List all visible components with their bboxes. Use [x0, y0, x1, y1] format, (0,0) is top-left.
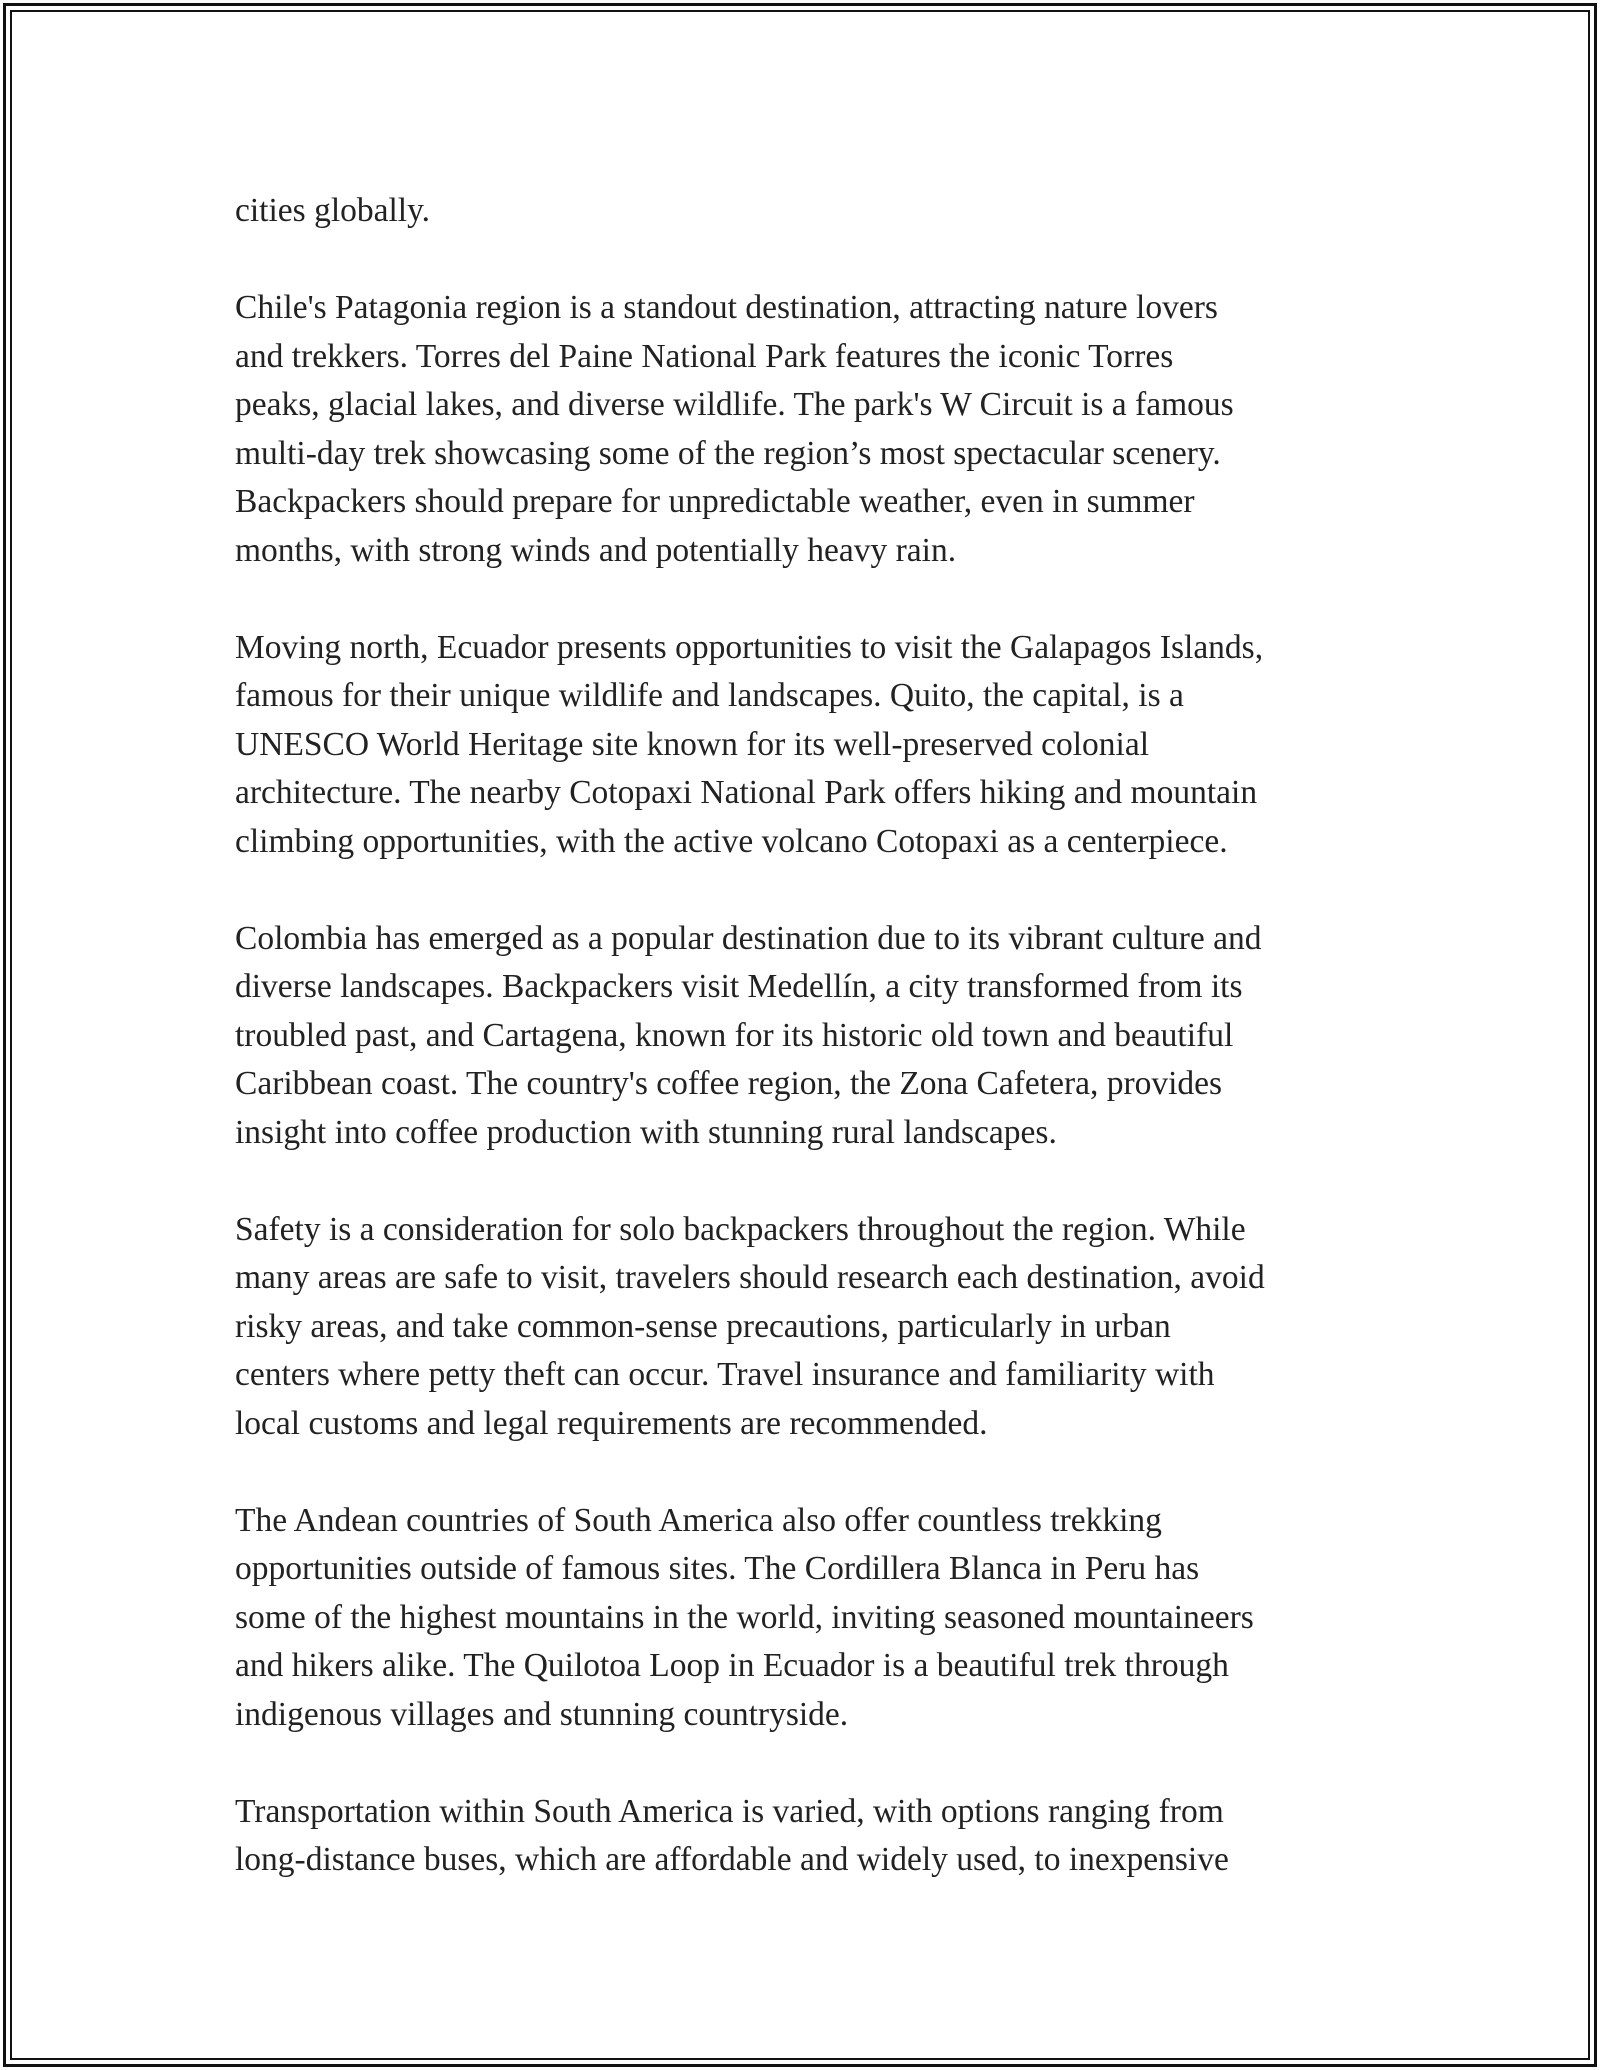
paragraph-4: [235, 915, 1385, 1158]
text-line: long-distance buses, which are affordable and widely used, to inexpensive: [235, 1841, 1229, 1878]
text-line: Transportation within South America is varied, with options ranging from: [235, 1792, 1224, 1830]
text-line: and trekkers. Torres del Paine National Park features the iconic Torres: [235, 337, 1174, 375]
text-line: The Andean countries of South America also offer countless trekking: [235, 1501, 1162, 1539]
text-line: famous for their unique wildlife and landscapes. Quito, the capital, is a: [235, 677, 1184, 714]
text-line: and hikers alike. The Quilotoa Loop in Ecuador is a beautiful trek through: [235, 1647, 1229, 1684]
text-line: many areas are safe to visit, travelers should research each destination, avoid: [235, 1259, 1265, 1296]
text-line: local customs and legal requirements are recommended.: [235, 1404, 988, 1442]
text-line: climbing opportunities, with the active volcano Cotopaxi as a centerpiece.: [235, 822, 1228, 860]
text-line: insight into coffee production with stunning rural landscapes.: [235, 1113, 1057, 1151]
text-line: Caribbean coast. The country's coffee region, the Zona Cafetera, provides: [235, 1065, 1223, 1102]
text-line: months, with strong winds and potentially heavy rain.: [235, 531, 957, 569]
text-line: Moving north, Ecuador presents opportunities to visit the Galapagos Islands,: [235, 628, 1264, 666]
text-line: centers where petty theft can occur. Travel insurance and familiarity with: [235, 1356, 1215, 1393]
paragraph-1: [235, 187, 1385, 236]
text-line: cities globally.: [235, 192, 431, 229]
text-line: Safety is a consideration for solo backpackers throughout the region. While: [235, 1210, 1246, 1248]
document-body: [235, 187, 1385, 1885]
text-line: Colombia has emerged as a popular destination due to its vibrant culture and: [235, 919, 1262, 957]
text-line: peaks, glacial lakes, and diverse wildlife. The park's W Circuit is a famous: [235, 386, 1234, 423]
text-line: indigenous villages and stunning countryside.: [235, 1695, 849, 1733]
text-line: UNESCO World Heritage site known for its well-preserved colonial: [235, 725, 1150, 763]
text-line: multi-day trek showcasing some of the region’s most spectacular scenery.: [235, 434, 1221, 472]
paragraph-7: [235, 1788, 1385, 1885]
text-line: architecture. The nearby Cotopaxi National Park offers hiking and mountain: [235, 774, 1258, 811]
paragraph-3: [235, 624, 1385, 867]
paragraph-2: [235, 284, 1385, 575]
paragraph-6: [235, 1497, 1385, 1740]
text-line: Backpackers should prepare for unpredictable weather, even in summer: [235, 483, 1195, 520]
text-line: Chile's Patagonia region is a standout destination, attracting nature lovers: [235, 289, 1218, 326]
text-line: troubled past, and Cartagena, known for its historic old town and beautiful: [235, 1016, 1234, 1054]
text-line: risky areas, and take common-sense precautions, particularly in urban: [235, 1307, 1171, 1345]
text-line: diverse landscapes. Backpackers visit Medellín, a city transformed from its: [235, 968, 1243, 1005]
text-line: opportunities outside of famous sites. The Cordillera Blanca in Peru has: [235, 1550, 1200, 1587]
text-line: some of the highest mountains in the world, inviting seasoned mountaineers: [235, 1598, 1254, 1636]
paragraph-5: [235, 1206, 1385, 1449]
